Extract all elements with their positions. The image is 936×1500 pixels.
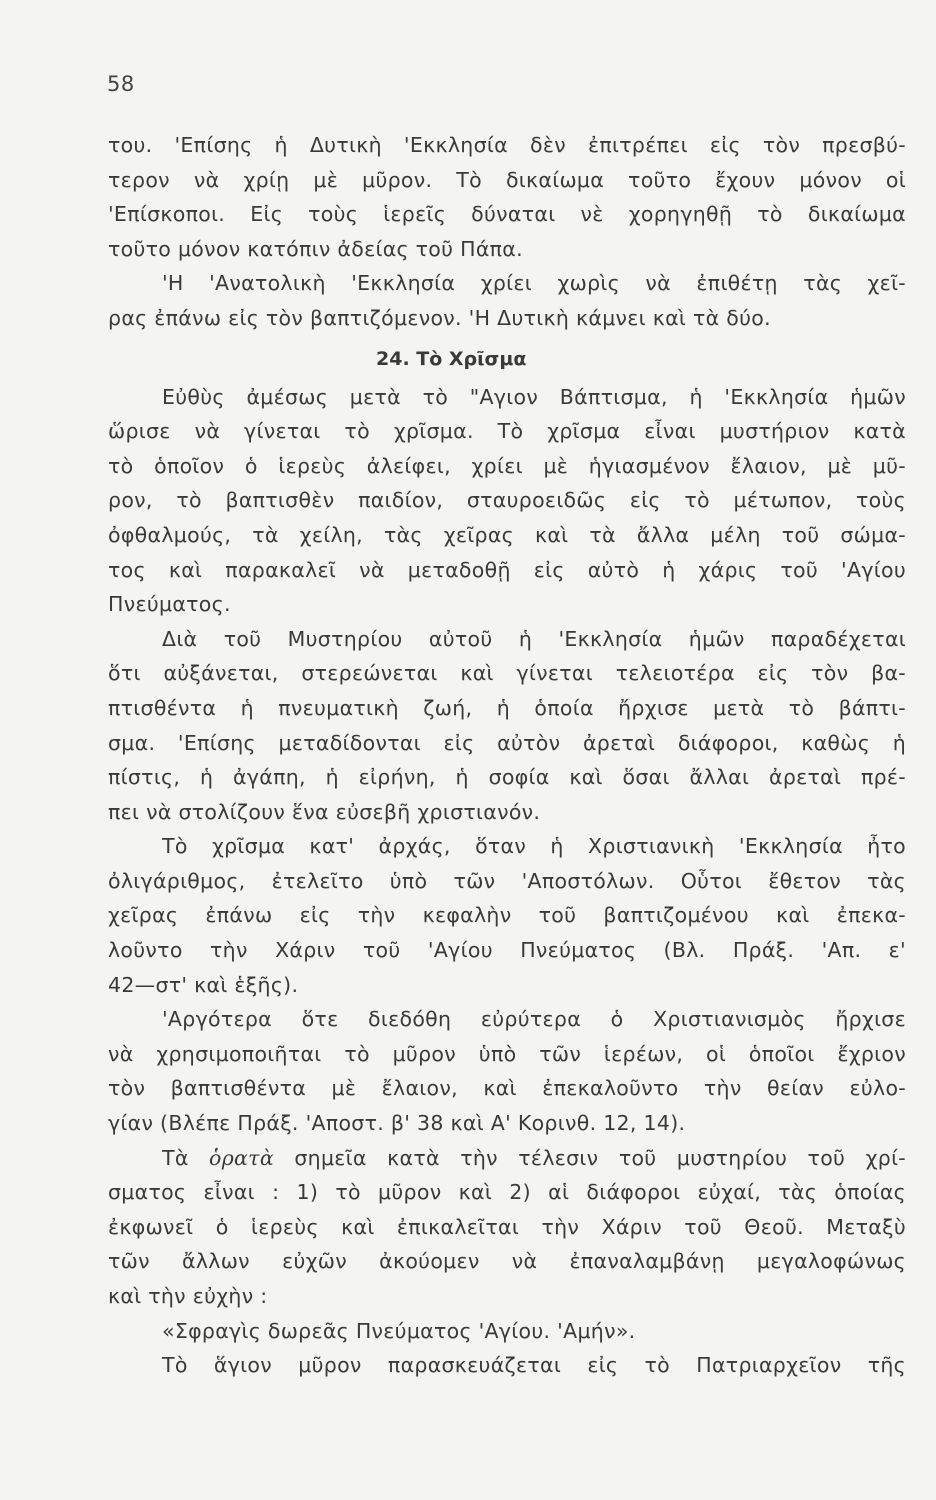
text-line: τος καὶ παρακαλεῖ νὰ μεταδοθῇ εἰς αὐτὸ ἡ χάρις τοῦ 'Αγίου (108, 557, 906, 582)
text-line: γίαν (Βλέπε Πράξ. 'Αποστ. β' 38 καὶ Α' Κορινθ. 12, 14). (108, 1111, 686, 1136)
text-line: 'Η 'Ανατολικὴ 'Εκκλησία χρίει χωρὶς νὰ ἐπιθέτῃ τὰς χεῖ- (162, 271, 906, 296)
text-line: ρον, τὸ βαπτισθὲν παιδίον, σταυροειδῶς εἰς τὸ μέτωπον, τοὺς (108, 488, 906, 513)
text-line-horata (108, 1141, 906, 1176)
page-number: 58 (107, 72, 135, 96)
text-line: Εὐθὺς ἀμέσως μετὰ τὸ "Αγιον Βάπτισμα, ἡ 'Εκκλησία ἡμῶν (162, 384, 906, 409)
text-line: ὥρισε νὰ γίνεται τὸ χρῖσμα. Τὸ χρῖσμα εἶναι μυστήριον κατὰ (108, 419, 906, 444)
text-line: Πνεύματος. (108, 592, 231, 617)
text-line: 42—στ' καὶ ἑξῆς). (108, 972, 299, 997)
text-line: πει νὰ στολίζουν ἕνα εὐσεβῆ χριστιανόν. (108, 799, 541, 824)
text-line: ἐκφωνεῖ ὁ ἱερεὺς καὶ ἐπικαλεῖται τὴν Χάριν τοῦ Θεοῦ. Μεταξὺ (108, 1214, 906, 1239)
text-run: Τὰ (162, 1145, 210, 1170)
paragraph-group-section (108, 380, 906, 1141)
text-line: Τὸ χρῖσμα κατ' ἀρχάς, ὅταν ἡ Χριστιανικὴ 'Εκκλησία ἦτο (162, 834, 906, 859)
text-line: τερον νὰ χρίῃ μὲ μῦρον. Τὸ δικαίωμα τοῦτο ἔχουν μόνον οἱ (108, 167, 906, 192)
text-line: τοῦτο μόνον κατόπιν ἀδείας τοῦ Πάπα. (108, 236, 523, 261)
text-line: χεῖρας ἐπάνω εἰς τὴν κεφαλὴν τοῦ βαπτιζομένου καὶ ἐπεκα- (108, 903, 906, 928)
text-line: 'Επίσκοποι. Εἰς τοὺς ἱερεῖς δύναται νὲ χορηγηθῇ τὸ δικαίωμα (108, 202, 906, 227)
text-line: ὅτι αὐξάνεται, στερεώνεται καὶ γίνεται τελειοτέρα εἰς τὸν βα- (108, 661, 906, 686)
paragraph-group-final (108, 1175, 906, 1383)
text-line: ρας ἐπάνω εἰς τὸν βαπτιζόμενον. 'Η Δυτικὴ κάμνει καὶ τὰ δύο. (108, 305, 771, 330)
text-line: πτισθέντα ἡ πνευματικὴ ζωή, ἡ ὁποία ἤρχισε μετὰ τὸ βάπτι- (108, 695, 906, 720)
text-line: πίστις, ἡ ἀγάπη, ἡ εἰρήνη, ἡ σοφία καὶ ὅσαι ἄλλαι ἀρεταὶ πρέ- (108, 765, 906, 790)
body-text (108, 128, 906, 1383)
paragraph-group-intro (108, 128, 906, 336)
text-line: Διὰ τοῦ Μυστηρίου αὐτοῦ ἡ 'Εκκλησία ἡμῶν παραδέχεται (162, 626, 906, 651)
text-line: σμα. 'Επίσης μεταδίδονται εἰς αὐτὸν ἀρεταὶ διάφοροι, καθὼς ἡ (108, 730, 906, 755)
text-line: τῶν ἄλλων εὐχῶν ἀκούομεν νὰ ἐπαναλαμβάνῃ μεγαλοφώνως (108, 1249, 906, 1274)
italic-word: ὁρατὰ (209, 1145, 274, 1170)
text-line: ὀλιγάριθμος, ἐτελεῖτο ὑπὸ τῶν 'Αποστόλων. Οὗτοι ἔθετον τὰς (108, 868, 906, 893)
text-line: 'Αργότερα ὅτε διεδόθη εὐρύτερα ὁ Χριστιανισμὸς ἤρχισε (162, 1007, 906, 1032)
text-line: τὸ ὁποῖον ὁ ἱερεὺς ἀλείφει, χρίει μὲ ἡγιασμένον ἔλαιον, μὲ μῦ- (108, 453, 906, 478)
text-line: «Σφραγὶς δωρεᾶς Πνεύματος 'Αγίου. 'Αμήν». (162, 1318, 636, 1343)
text-line: νὰ χρησιμοποιῆται τὸ μῦρον ὑπὸ τῶν ἱερέων, οἱ ὁποῖοι ἔχριον (108, 1041, 906, 1066)
text-line: ὀφθαλμούς, τὰ χείλη, τὰς χεῖρας καὶ τὰ ἄλλα μέλη τοῦ σώμα- (108, 522, 906, 547)
text-run: σημεῖα κατὰ τὴν τέλεσιν τοῦ μυστηρίου τοῦ χρί- (273, 1145, 906, 1170)
text-line: του. 'Επίσης ἡ Δυτικὴ 'Εκκλησία δὲν ἐπιτρέπει εἰς τὸν πρεσβύ- (108, 133, 906, 157)
text-line: καὶ τὴν εὐχὴν : (108, 1284, 268, 1308)
text-line: σματος εἶναι : 1) τὸ μῦρον καὶ 2) αἱ διάφοροι εὐχαί, τὰς ὁποίας (108, 1180, 906, 1205)
text-line: λοῦντο τὴν Χάριν τοῦ 'Αγίου Πνεύματος (Βλ. Πράξ. 'Απ. ε' (108, 938, 906, 963)
text-line: Τὸ ἅγιον μῦρον παρασκευάζεται εἰς τὸ Πατριαρχεῖον τῆς (162, 1353, 906, 1378)
section-heading: 24. Τὸ Χρῖσμα (376, 347, 527, 370)
text-line: τὸν βαπτισθέντα μὲ ἔλαιον, καὶ ἐπεκαλοῦντο τὴν θείαν εὐλο- (108, 1076, 906, 1101)
